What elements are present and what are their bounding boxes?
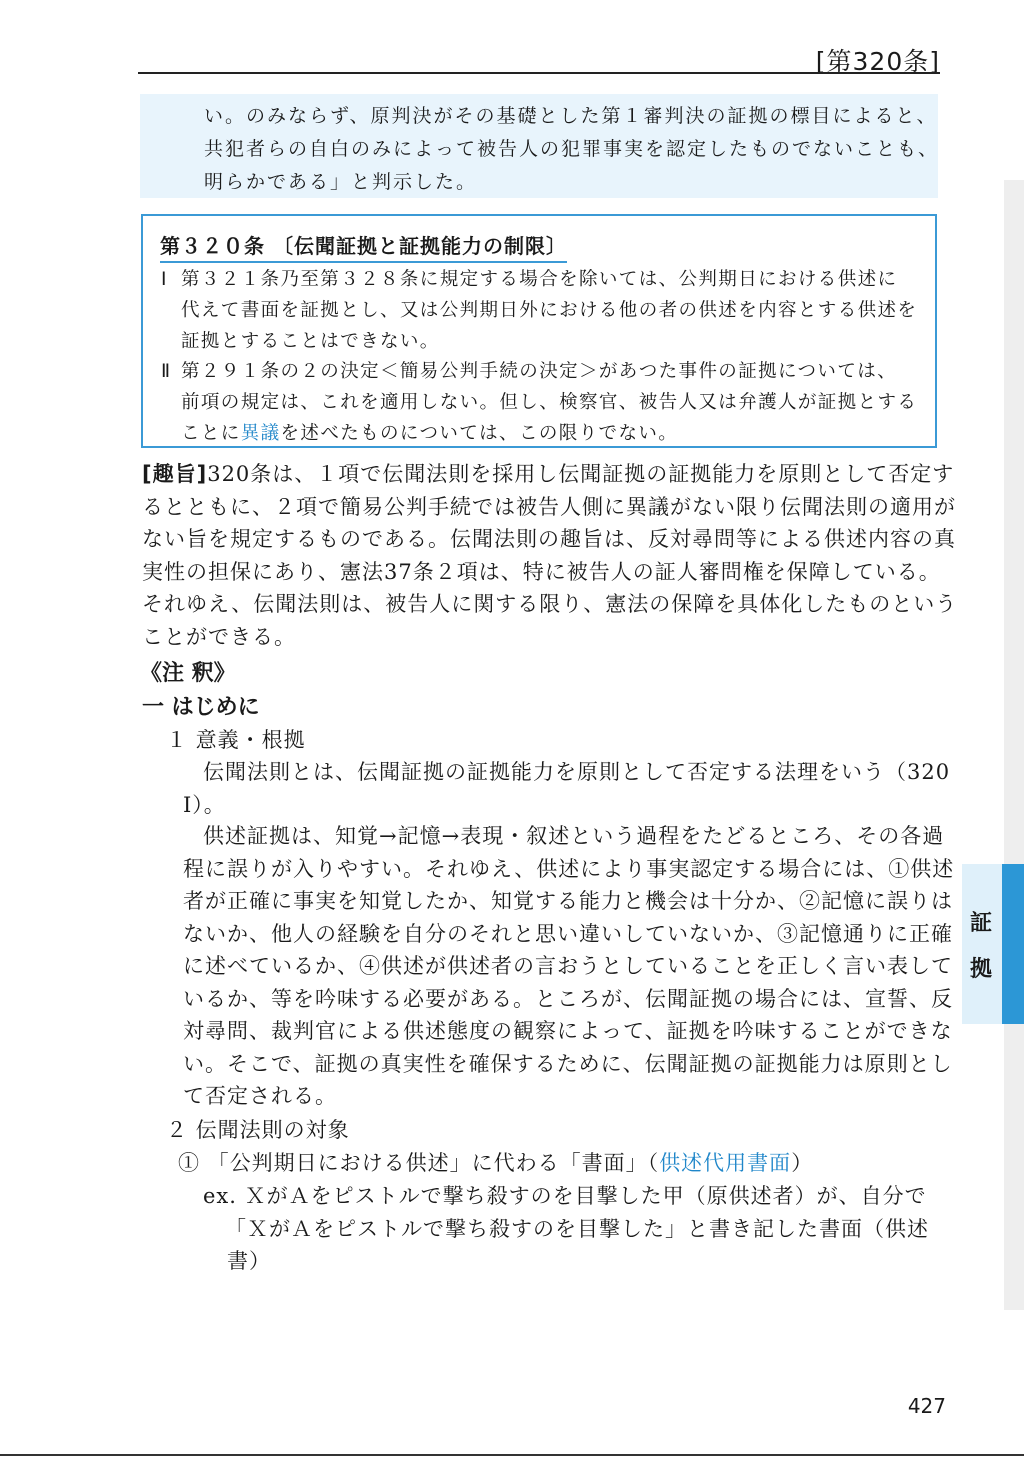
chapter-tab-char-1: 証 <box>970 911 993 936</box>
item-1-post: ） <box>791 1151 814 1175</box>
gist-first-line <box>142 458 957 491</box>
reason-line-1: 供述証拠は、知覚→記憶→表現・叙述という過程をたどるところ、その各過 <box>203 824 945 848</box>
previous-case-box <box>140 94 938 198</box>
gist-block <box>142 458 957 653</box>
reason-line-7: 対尋問、裁判官による供述態度の観察によって、証拠を吟味することができな <box>183 1019 953 1043</box>
objection-term: 異議 <box>240 423 281 444</box>
subsection-2-title: ２ 伝聞法則の対象 <box>166 1118 350 1142</box>
article-box <box>141 214 937 448</box>
paragraph-2-number: Ⅱ <box>161 361 172 382</box>
gist-label: [趣旨] <box>142 462 208 486</box>
reason-line-4: ないか、他人の経験を自分のそれと思い違いしていないか、③記憶通りに正確 <box>183 921 953 946</box>
reason-line-6: いるか、等を吟味する必要がある。ところが、伝聞証拠の場合には、宣誓、反 <box>183 986 953 1011</box>
notes-heading: 《注 釈》 <box>140 661 236 686</box>
header-article-ref: [第320条] <box>815 47 940 76</box>
p2-line-1: 第２９１条の２の決定＜簡易公判手続の決定＞があつた事件の証拠については、 <box>181 361 898 382</box>
p1-line-1: 第３２１条乃至第３２８条に規定する場合を除いては、公判期日における供述に <box>181 269 898 290</box>
reason-block <box>183 820 954 1113</box>
p2-line-3-pre: ことに <box>181 423 241 444</box>
side-gray-strip <box>1004 180 1024 1310</box>
article-paragraph-1 <box>157 264 927 357</box>
gist-line-4: 実性の担保にあり、憲法37条２項は、特に被告人の証人審問権を保障している。 <box>142 559 941 584</box>
gist-first-text: 320条は、１項で伝聞法則を採用し伝聞証拠の証拠能力を原則として否定す <box>207 462 955 486</box>
section-1-heading: 一 はじめに <box>142 695 260 720</box>
definition-block <box>183 756 950 821</box>
gist-line-6: ことができる。 <box>142 624 296 649</box>
prev-line-3: 明らかである」と判示した。 <box>204 171 478 193</box>
item-1 <box>178 1147 813 1177</box>
item-1-term: 供述代用書面 <box>659 1151 792 1175</box>
p2-line-3 <box>181 418 927 449</box>
header-rule <box>138 72 940 74</box>
article-paragraph-2 <box>157 356 927 449</box>
item-1-pre: ① 「公判期日における供述」に代わる「書面」（ <box>178 1151 660 1175</box>
reason-line-5: に述べているか、④供述が供述者の言おうとしていることを正しく言い表して <box>183 954 953 978</box>
reason-line-3: 者が正確に事実を知覚したか、知覚する能力と機会は十分か、②記憶に誤りは <box>183 889 953 913</box>
def-line-1: 伝聞法則とは、伝聞証拠の証拠能力を原則として否定する法理をいう（320 <box>203 760 951 784</box>
reason-line-9: て否定される。 <box>183 1084 337 1108</box>
article-title: 第３２０条 〔伝聞証拠と証拠能力の制限〕 <box>160 230 567 263</box>
page-number: 427 <box>907 1394 946 1418</box>
gist-line-5: それゆえ、伝聞法則は、被告人に関する限り、憲法の保障を具体化したものという <box>142 592 958 616</box>
ex-line-1: ex. ＸがＡをピストルで撃ち殺すのを目撃した甲（原供述者）が、自分で <box>203 1184 927 1208</box>
chapter-tab <box>962 864 1024 1024</box>
def-line-2: Ⅰ）。 <box>183 792 226 817</box>
ex-line-3: 書） <box>227 1249 271 1273</box>
gist-line-3: ない旨を規定するものである。伝聞法則の趣旨は、反対尋問等による供述内容の真 <box>142 527 956 551</box>
gist-line-2: るとともに、２項で簡易公判手続では被告人側に異議がない限り伝聞法則の適用が <box>142 494 956 519</box>
prev-line-2: 共犯者らの自白のみによって被告人の犯罪事実を認定したものでないことも、 <box>204 138 940 160</box>
reason-line-8: い。そこで、証拠の真実性を確保するために、伝聞証拠の証拠能力は原則とし <box>183 1051 953 1076</box>
chapter-tab-char-2: 拠 <box>970 957 993 982</box>
subsection-1-title: １ 意義・根拠 <box>166 728 306 752</box>
prev-line-1: い。のみならず、原判決がその基礎とした第１審判決の証拠の標目によると、 <box>204 105 938 127</box>
example-block <box>203 1180 929 1278</box>
p2-line-3-post: を述べたものについては、この限りでない。 <box>280 423 679 444</box>
ex-line-2: 「ＸがＡをピストルで撃ち殺すのを目撃した」と書き記した書面（供述 <box>225 1216 929 1241</box>
reason-line-2: 程に誤りが入りやすい。それゆえ、供述により事実認定する場合には、①供述 <box>183 856 955 881</box>
paragraph-1-number: Ⅰ <box>161 269 168 290</box>
p1-line-3: 証拠とすることはできない。 <box>181 331 440 352</box>
p2-line-2: 前項の規定は、これを適用しない。但し、検察官、被告人又は弁護人が証拠とする <box>181 392 918 413</box>
p1-line-2: 代えて書面を証拠とし、又は公判期日外における他の者の供述を内容とする供述を <box>181 300 918 321</box>
bottom-rule <box>0 1454 1024 1456</box>
